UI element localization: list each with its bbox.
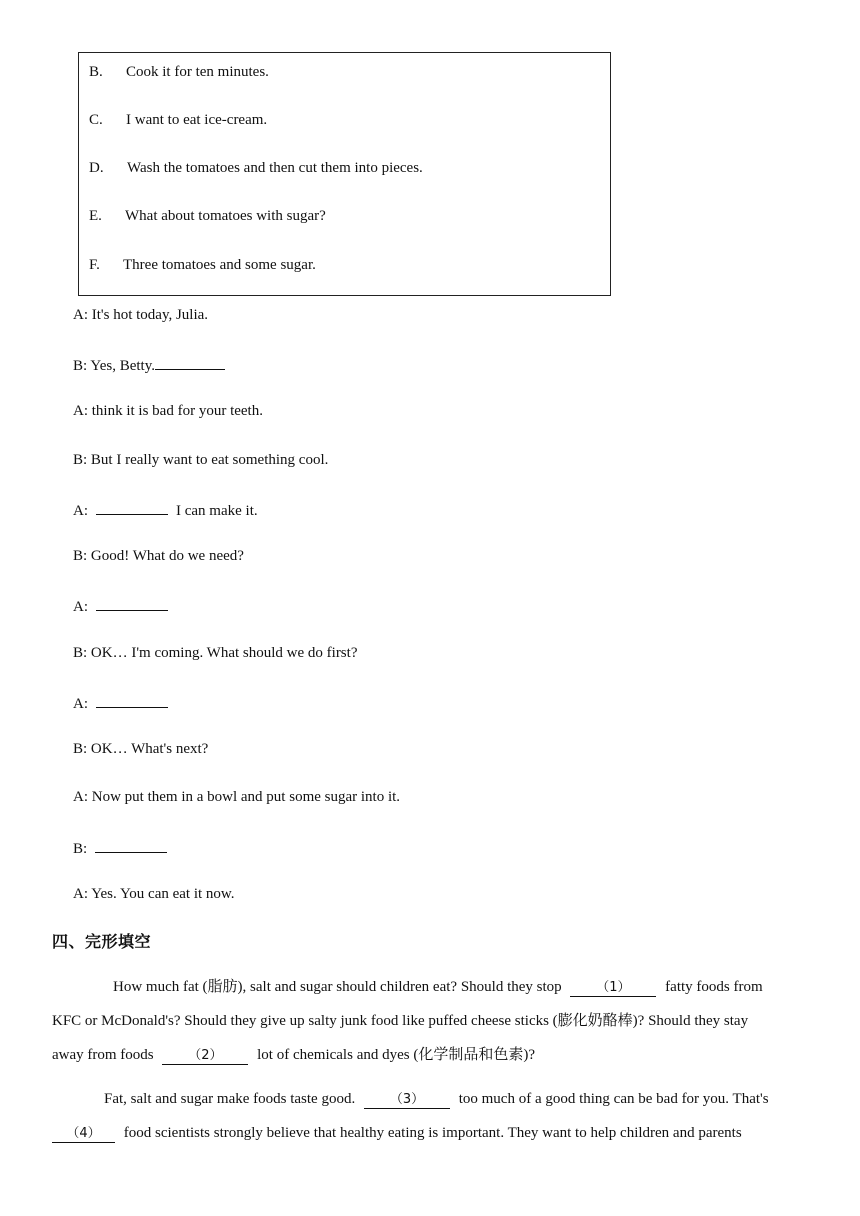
dialogue-line: A: — [73, 693, 168, 713]
answer-blank — [96, 693, 168, 708]
answer-blank — [96, 596, 168, 611]
option-e: E. What about tomatoes with sugar? — [89, 208, 326, 224]
dialogue-line: A: think it is bad for your teeth. — [73, 403, 263, 419]
section-heading: 四、完形填空 — [52, 932, 152, 951]
passage-line: Fat, salt and sugar make foods taste good. （3） too much of a good thing can be bad for you. That's — [104, 1091, 769, 1107]
dialogue-line: B: But I really want to eat something cool. — [73, 452, 329, 468]
answer-blank — [95, 838, 167, 853]
dialogue-line: B: Good! What do we need? — [73, 548, 244, 564]
dialogue-line: A: Yes. You can eat it now. — [73, 886, 235, 902]
passage-line: How much fat (脂肪), salt and sugar should children eat? Should they stop （1） fatty foods from — [113, 979, 763, 995]
dialogue-line: A: It's hot today, Julia. — [73, 307, 209, 323]
dialogue-line: B: — [73, 838, 167, 858]
dialogue-line: B: Yes, Betty. — [73, 355, 225, 375]
dialogue-line: A: Now put them in a bowl and put some sugar into it. — [73, 789, 401, 805]
cloze-blank-4: （4） — [52, 1126, 115, 1143]
passage-line: （4） food scientists strongly believe that healthy eating is important. They want to help children and parents — [52, 1125, 742, 1143]
cloze-blank-1: （1） — [570, 980, 656, 997]
dialogue-line: A: — [73, 596, 168, 616]
passage-line: KFC or McDonald's? Should they give up salty junk food like puffed cheese sticks (膨化奶酪棒)? Should they stay — [52, 1013, 749, 1029]
dialogue-line: B: OK… I'm coming. What should we do first? — [73, 645, 358, 661]
dialogue-line: A: I can make it. — [73, 500, 258, 520]
dialogue-line: B: OK… What's next? — [73, 741, 209, 757]
option-b: B. Cook it for ten minutes. — [89, 64, 269, 80]
options-box — [78, 52, 611, 296]
answer-blank — [155, 355, 225, 370]
cloze-blank-3: （3） — [364, 1092, 450, 1109]
option-c: C. I want to eat ice-cream. — [89, 112, 268, 128]
option-f: F. Three tomatoes and some sugar. — [89, 257, 316, 273]
option-d: D. Wash the tomatoes and then cut them into pieces. — [89, 160, 423, 176]
cloze-blank-2: （2） — [162, 1048, 248, 1065]
answer-blank — [96, 500, 168, 515]
passage-line: away from foods （2） lot of chemicals and dyes (化学制品和色素)? — [52, 1047, 535, 1063]
